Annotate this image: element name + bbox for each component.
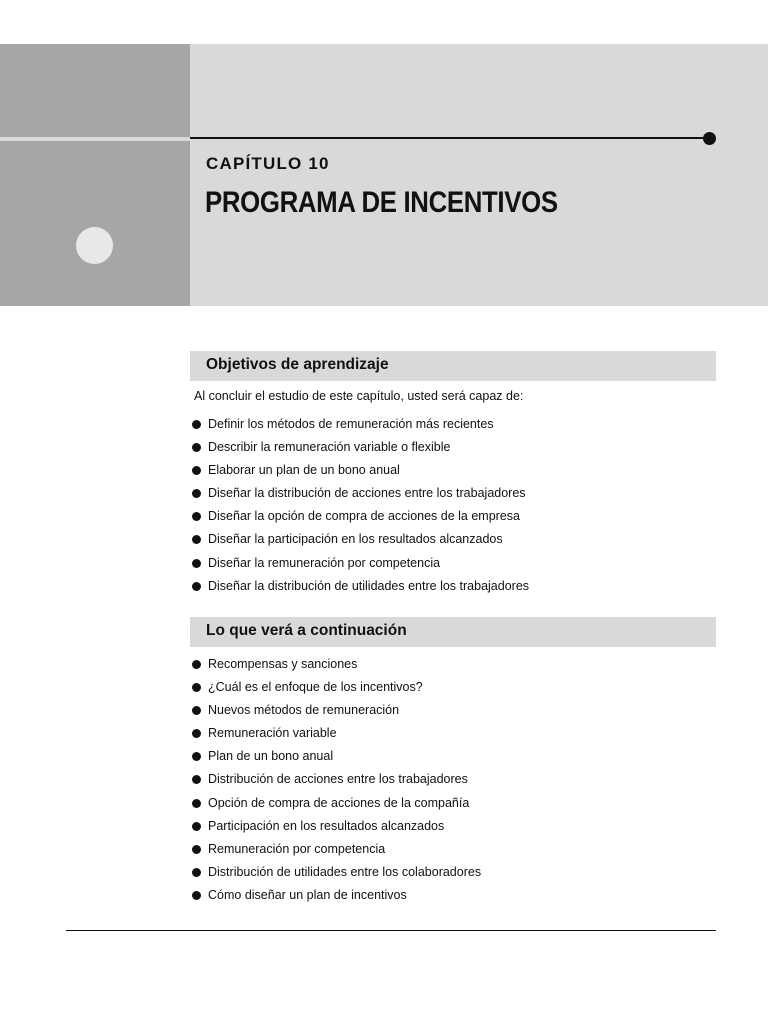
list-item xyxy=(192,578,529,601)
bullet-icon xyxy=(192,799,201,808)
list-item-text: Describir la remuneración variable o flexible xyxy=(208,440,451,455)
bullet-icon xyxy=(192,822,201,831)
list-item-text: Diseñar la remuneración por competencia xyxy=(208,555,441,570)
list-item-text: Diseñar la participación en los resultados alcanzados xyxy=(208,532,503,547)
list-item xyxy=(192,462,529,485)
chapter-label: CAPÍTULO 10 xyxy=(206,154,330,173)
bullet-icon xyxy=(192,466,201,475)
list-item xyxy=(192,795,481,818)
list-item xyxy=(192,555,529,578)
list-item-text: Definir los métodos de remuneración más recientes xyxy=(208,417,494,431)
list-item xyxy=(192,439,529,462)
bullet-icon xyxy=(192,845,201,854)
bullet-icon xyxy=(192,443,201,452)
list-item-text: Plan de un bono anual xyxy=(208,749,334,764)
side-block-top xyxy=(0,44,190,137)
header-rule-dot xyxy=(703,132,716,145)
objectives-intro: Al concluir el estudio de este capítulo, usted será capaz de: xyxy=(194,389,524,403)
next-topics-heading: Lo que verá a continuación xyxy=(206,622,407,639)
bullet-icon xyxy=(192,420,201,429)
list-item-text: Nuevos métodos de remuneración xyxy=(208,703,400,718)
bullet-icon xyxy=(192,891,201,900)
bullet-icon xyxy=(192,660,201,669)
list-item xyxy=(192,485,529,508)
list-item xyxy=(192,864,481,887)
list-item xyxy=(192,771,481,794)
list-item xyxy=(192,416,529,439)
header-rule-line xyxy=(190,137,710,139)
list-item xyxy=(192,818,481,841)
list-item xyxy=(192,725,481,748)
next-topics-list xyxy=(192,656,481,910)
bullet-icon xyxy=(192,559,201,568)
list-item xyxy=(192,531,529,554)
list-item-text: Distribución de utilidades entre los colaboradores xyxy=(208,864,482,879)
chapter-title: PROGRAMA DE INCENTIVOS xyxy=(205,186,558,219)
list-item-text: ¿Cuál es el enfoque de los incentivos? xyxy=(208,680,423,695)
objectives-heading: Objetivos de aprendizaje xyxy=(206,356,389,373)
list-item-text: Distribución de acciones entre los trabajadores xyxy=(208,772,468,787)
list-item xyxy=(192,841,481,864)
decorative-circle xyxy=(76,227,113,264)
list-item-text: Remuneración variable xyxy=(208,726,337,741)
bullet-icon xyxy=(192,683,201,692)
list-item-text: Elaborar un plan de un bono anual xyxy=(208,463,400,478)
list-item xyxy=(192,656,481,679)
bullet-icon xyxy=(192,535,201,544)
list-item-text: Recompensas y sanciones xyxy=(208,657,358,671)
footer-rule xyxy=(66,930,716,931)
list-item-text: Diseñar la distribución de utilidades entre los trabajadores xyxy=(208,578,530,593)
next-topics-heading-bar xyxy=(190,617,716,647)
bullet-icon xyxy=(192,868,201,877)
objectives-list xyxy=(192,416,529,601)
list-item-text: Opción de compra de acciones de la compañía xyxy=(208,795,470,810)
objectives-heading-bar xyxy=(190,351,716,381)
list-item-text: Cómo diseñar un plan de incentivos xyxy=(208,887,407,902)
bullet-icon xyxy=(192,582,201,591)
bullet-icon xyxy=(192,512,201,521)
list-item-text: Remuneración por competencia xyxy=(208,841,386,856)
side-block-bottom xyxy=(0,141,190,306)
list-item-text: Diseñar la distribución de acciones entre los trabajadores xyxy=(208,486,526,501)
list-item xyxy=(192,702,481,725)
list-item-text: Participación en los resultados alcanzados xyxy=(208,818,445,833)
list-item xyxy=(192,887,481,910)
list-item-text: Diseñar la opción de compra de acciones de la empresa xyxy=(208,509,520,524)
list-item xyxy=(192,679,481,702)
bullet-icon xyxy=(192,706,201,715)
bullet-icon xyxy=(192,489,201,498)
bullet-icon xyxy=(192,752,201,761)
list-item xyxy=(192,748,481,771)
bullet-icon xyxy=(192,775,201,784)
list-item xyxy=(192,508,529,531)
bullet-icon xyxy=(192,729,201,738)
